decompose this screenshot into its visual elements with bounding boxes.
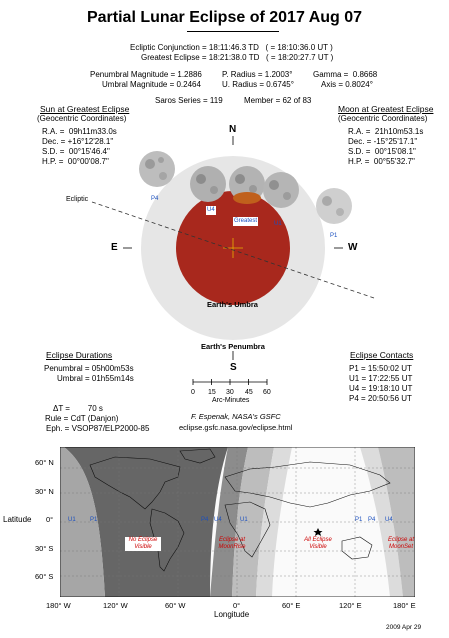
moon-dec: Dec. = -15°25'17.1" — [348, 137, 418, 146]
contacts-heading: Eclipse Contacts — [350, 350, 414, 360]
moon-p4 — [139, 151, 175, 187]
zone-moonrise: Eclipse at MoonRise — [218, 537, 246, 550]
map-contact-left-u1: U1 — [68, 517, 76, 523]
map-contact-mid-u4: U4 — [214, 517, 222, 523]
penumbral-magnitude: Penumbral Magnitude = 1.2886 — [90, 70, 202, 79]
scale-tick-15: 15 — [208, 389, 216, 396]
eclipse-diagram — [0, 118, 449, 368]
ephemeris: Eph. = VSOP87/ELP2000-85 — [46, 424, 150, 433]
saros-series: Saros Series = 119 — [155, 96, 223, 105]
lon-120w: 120° W — [103, 601, 128, 610]
umbra-radius: U. Radius = 0.6745° — [222, 80, 294, 89]
sun-hp: H.P. = 00°00'08.7" — [42, 157, 109, 166]
north-label: N — [229, 124, 237, 135]
umbral-duration: Umbral = 01h55m14s — [57, 374, 134, 383]
map-contact-right-p1: P1 — [355, 517, 363, 523]
credit-url: eclipse.gsfc.nasa.gov/eclipse.html — [179, 423, 293, 432]
lat-0: 0° — [46, 515, 54, 524]
map-contact-mid-u1: U1 — [240, 517, 248, 523]
ecliptic-conjunction: Ecliptic Conjunction = 18:11:46.3 TD ( = 18:10:36.0 UT ) — [130, 43, 333, 52]
lon-60w: 60° W — [165, 601, 186, 610]
moon-heading: Moon at Greatest Eclipse — [338, 104, 434, 114]
lon-60e: 60° E — [282, 601, 301, 610]
lat-60n: 60° N — [35, 458, 54, 467]
latitude-title: Latitude — [3, 515, 32, 524]
contact-p1: P1 = 15:50:02 UT — [349, 364, 412, 373]
map-contact-mid-p4: P4 — [201, 517, 209, 523]
penumbra-label: Earth's Penumbra — [201, 342, 265, 351]
zone-moonset: Eclipse at MoonSet — [387, 537, 414, 550]
scale-tick-30: 30 — [226, 389, 234, 396]
date-stamp: 2009 Apr 29 — [386, 624, 422, 631]
sun-dec: Dec. = +16°12'28.1" — [42, 137, 114, 146]
contact-p4: P4 = 20:50:56 UT — [349, 394, 412, 403]
east-label: E — [111, 242, 118, 253]
zone-no-eclipse: No Eclipse Visible — [125, 537, 161, 551]
scale-label: Arc-Minutes — [212, 397, 250, 404]
contact-u1: U1 = 17:22:55 UT — [349, 374, 413, 383]
sun-subheading: (Geocentric Coordinates) — [37, 114, 127, 123]
moon-subheading: (Geocentric Coordinates) — [338, 114, 428, 123]
map-contact-left-p1: P1 — [90, 517, 98, 523]
umbra-on-moon — [233, 192, 261, 204]
lat-30n: 30° N — [35, 487, 54, 496]
danjon-rule: Rule = CdT (Danjon) — [45, 414, 119, 423]
moon-u4 — [190, 166, 226, 202]
durations-heading: Eclipse Durations — [46, 350, 113, 360]
umbral-magnitude: Umbral Magnitude = 0.2464 — [102, 80, 201, 89]
moon-p1 — [316, 188, 352, 224]
ecliptic-label: Ecliptic — [66, 196, 89, 203]
scale-tick-45: 45 — [245, 389, 253, 396]
south-label: S — [230, 362, 237, 373]
lat-30s: 30° S — [35, 544, 54, 553]
lat-60s: 60° S — [35, 572, 54, 581]
west-label: W — [348, 242, 358, 253]
delta-t: ΔT = 70 s — [53, 404, 103, 413]
moon-hp: H.P. = 00°55'32.7" — [348, 157, 415, 166]
contact-u4: U4 = 19:18:10 UT — [349, 384, 413, 393]
scale-tick-60: 60 — [263, 389, 271, 396]
lon-0: 0° — [233, 601, 241, 610]
sun-ra: R.A. = 09h11m33.0s — [42, 127, 117, 136]
moon-sd: S.D. = 00°15'08.1" — [348, 147, 416, 156]
lon-180w: 180° W — [46, 601, 71, 610]
saros-member: Member = 62 of 83 — [244, 96, 312, 105]
p1-label: P1 — [330, 233, 338, 239]
longitude-title: Longitude — [214, 610, 250, 619]
greatest-label: Greatest — [234, 218, 258, 224]
title-underline — [187, 31, 279, 32]
greatest-eclipse-time: Greatest Eclipse = 18:21:38.0 TD ( = 18:20:27.7 UT ) — [141, 53, 334, 62]
page-title: Partial Lunar Eclipse of 2017 Aug 07 — [86, 9, 363, 26]
umbra-label: Earth's Umbra — [207, 300, 258, 309]
credit-author: F. Espenak, NASA's GSFC — [191, 412, 281, 421]
sun-heading: Sun at Greatest Eclipse — [40, 104, 130, 114]
p4-label: P4 — [151, 196, 159, 202]
lon-180e: 180° E — [393, 601, 416, 610]
zone-all-visible: All Eclipse Visible — [304, 537, 332, 550]
u1-label: U1 — [274, 221, 282, 227]
penumbral-duration: Penumbral = 05h00m53s — [44, 364, 134, 373]
moon-u1 — [263, 172, 299, 208]
u4-label: U4 — [207, 207, 215, 213]
map-contact-right-p4: P4 — [368, 517, 376, 523]
scale-tick-0: 0 — [191, 389, 195, 396]
moon-ra: R.A. = 21h10m53.1s — [348, 127, 424, 136]
gamma-value: Gamma = 0.8668 — [313, 70, 378, 79]
penumbra-radius: P. Radius = 1.2003° — [222, 70, 293, 79]
map-contact-right-u4: U4 — [385, 517, 393, 523]
lon-120e: 120° E — [339, 601, 362, 610]
sun-sd: S.D. = 00°15'46.4" — [42, 147, 110, 156]
axis-value: Axis = 0.8024° — [321, 80, 373, 89]
